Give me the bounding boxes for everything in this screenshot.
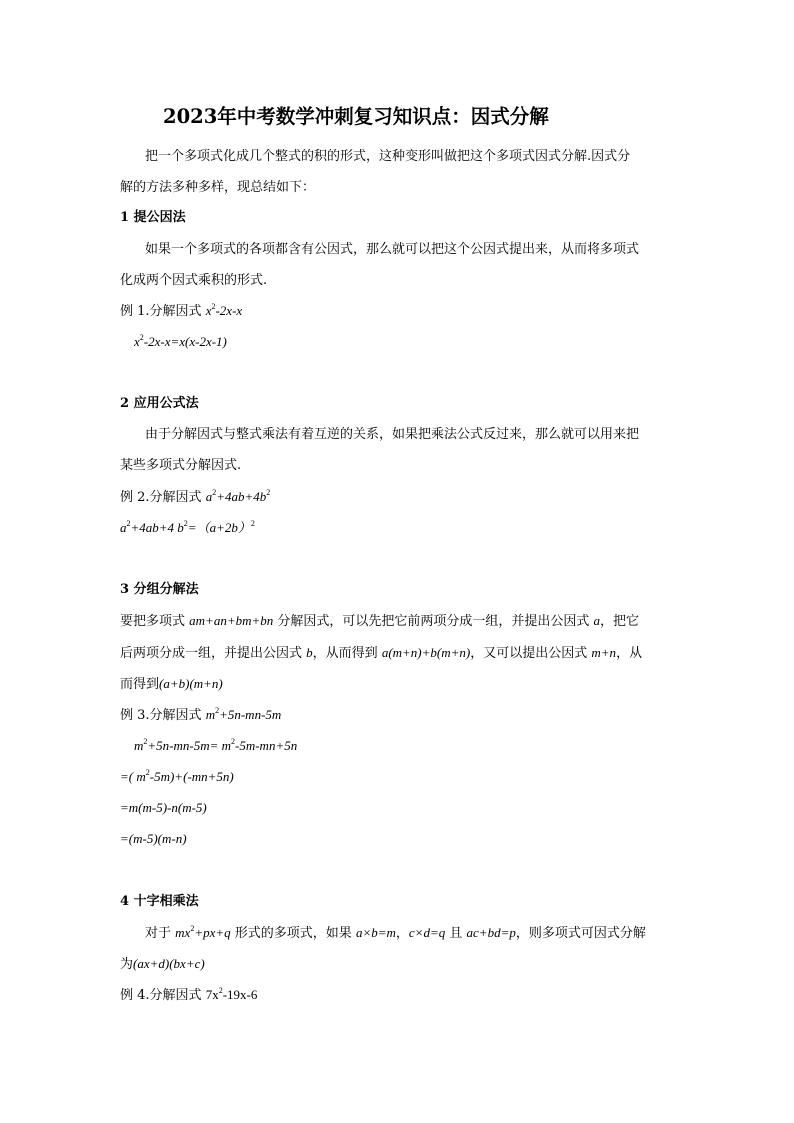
- example-2-solution: $a^2+4ab+4$ $b^2=(a+2b)^2$: [120, 519, 255, 535]
- example-4: [120, 988, 257, 1002]
- example-1-label: 例 1.分解因式: [120, 304, 202, 319]
- example-2-expr: $a^2+4ab+4b^2$: [205, 488, 271, 504]
- example-3-expr: $m^2+5n-mn-5m$: [205, 706, 282, 722]
- example-1: [120, 304, 242, 318]
- section-4-heading: 4 十字相乘法: [120, 894, 199, 909]
- intro-line-1: 把一个多项式化成几个整式的积的形式，这种变形叫做把这个多项式因式分解.因式分: [145, 149, 631, 164]
- section-3-line-1: 要把多项式 am+an+bm+bn 分解因式，可以先把它前两项分成一组，并提出公因式 a，把它: [120, 613, 640, 629]
- example-3-step-4: =(m-5)(m-n): [120, 831, 187, 846]
- example-3: [120, 708, 281, 722]
- section-2-heading: 2 应用公式法: [120, 396, 199, 411]
- example-4-expr: $7x^2-19x-6$: [205, 986, 258, 1002]
- example-4-label: 例 4.分解因式: [120, 988, 202, 1003]
- section-4-line-2: 为(ax+d)(bx+c): [120, 956, 205, 972]
- example-3-step-3: =m(m-5)-n(m-5): [120, 800, 207, 815]
- section-1-heading: 1 提公因法: [120, 210, 186, 225]
- example-2: [120, 490, 270, 504]
- section-2-desc-line-1: 由于分解因式与整式乘法有着互逆的关系，如果把乘法公式反过来，那么就可以用来把: [145, 427, 640, 442]
- section-3-line-2: 后两项分成一组，并提出公因式 b，从而得到 a(m+n)+b(m+n)，又可以提出公因式 m+n，从: [120, 645, 643, 661]
- section-3-heading: 3 分组分解法: [120, 582, 199, 597]
- section-1-desc-line-2: 化成两个因式乘积的形式.: [120, 273, 268, 288]
- example-3-label: 例 3.分解因式: [120, 708, 202, 723]
- section-4-line-1: 对于 $mx^2+px+q$ 形式的多项式，如果 a×b=m，c×d=q 且 ac+bd=p，则多项式可因式分解: [145, 924, 646, 941]
- example-3-step-1: $m^2+5n-mn-5m= m^2-5m-mn+5n$: [134, 737, 298, 753]
- section-1-desc-line-1: 如果一个多项式的各项都含有公因式，那么就可以把这个公因式提出来，从而将多项式: [145, 242, 640, 257]
- page-title: 2023年中考数学冲刺复习知识点：因式分解: [163, 105, 549, 128]
- section-2-desc-line-2: 某些多项式分解因式.: [120, 458, 242, 473]
- example-1-solution: $x^2-2x-x=x(x-2x-1)$: [134, 333, 227, 349]
- intro-line-2: 解的方法多种多样，现总结如下：: [120, 180, 316, 195]
- example-3-step-2: =( $m^2-5m)+(-mn+5n)$: [120, 768, 234, 784]
- example-2-label: 例 2.分解因式: [120, 490, 202, 505]
- example-1-expr: $x^2-2x-x$: [205, 302, 243, 318]
- section-3-line-3: 而得到(a+b)(m+n): [120, 676, 223, 692]
